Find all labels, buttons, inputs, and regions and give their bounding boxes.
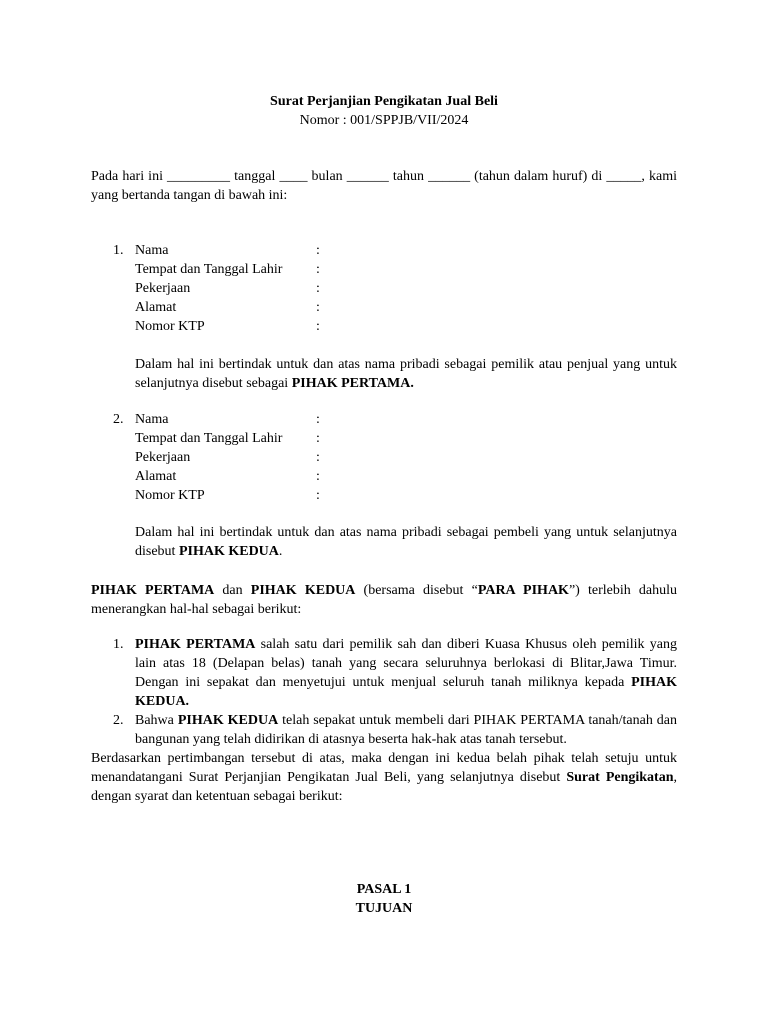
field-colon: : <box>316 243 320 258</box>
recital-para-pihak: PARA PIHAK <box>477 583 569 598</box>
party-2-description <box>135 523 677 561</box>
closing-text: Berdasarkan pertimbangan tersebut di atas, maka dengan ini kedua belah pihak telah setuju untuk menandatangani Surat Perjanjian Pengikatan Jual Beli, yang selanjutnya disebut <box>91 751 677 785</box>
party-2-block <box>113 410 677 559</box>
recital-text: dan <box>214 583 251 598</box>
document-header <box>0 92 768 130</box>
field-label: Tempat dan Tanggal Lahir <box>135 262 283 277</box>
field-row-alamat <box>113 467 677 486</box>
point-1-bold-end: PIHAK KEDUA. <box>135 675 677 709</box>
field-row-pekerjaan <box>113 448 677 467</box>
recital-text: (bersama disebut “ <box>355 583 478 598</box>
field-label: Nama <box>135 243 169 258</box>
field-row-ttl <box>113 260 677 279</box>
field-colon: : <box>316 488 320 503</box>
field-colon: : <box>316 262 320 277</box>
field-label: Alamat <box>135 469 177 484</box>
recital-points-list <box>113 635 677 749</box>
document-title: Surat Perjanjian Pengikatan Jual Beli <box>270 94 498 109</box>
opening-paragraph: Pada hari ini _________ tanggal ____ bulan ______ tahun ______ (tahun dalam huruf) di _____, kami yang bertanda tangan di bawah ini: <box>91 169 677 203</box>
field-row-nama <box>113 410 677 429</box>
list-item <box>113 711 677 749</box>
point-1-text: salah satu dari pemilik sah dan diberi Kuasa Khusus oleh pemilik yang lain atas 18 (Delapan belas) tanah yang secara seluruhnya berlokasi di Blitar,Jawa Timur. Dengan ini sepakat dan menyetujui untuk menjual seluruh tanah miliknya kepada <box>135 637 677 690</box>
field-colon: : <box>316 281 320 296</box>
closing-bold-term: Surat Pengikatan <box>566 770 674 785</box>
party-1-desc-text: Dalam hal ini bertindak untuk dan atas nama pribadi sebagai pemilik atau penjual yang untuk selanjutnya disebut sebagai <box>135 357 677 391</box>
field-label: Nomor KTP <box>135 488 205 503</box>
pasal-title: TUJUAN <box>355 901 413 916</box>
point-2-text: telah sepakat untuk membeli dari PIHAK PERTAMA tanah/tanah dan bangunan yang telah didirikan di atasnya beserta hak-hak atas tanah tersebut. <box>135 713 677 747</box>
field-label: Pekerjaan <box>135 450 191 465</box>
field-label: Nomor KTP <box>135 319 205 334</box>
field-row-alamat <box>113 298 677 317</box>
list-item-number: 1. <box>113 637 124 652</box>
field-row-ttl <box>113 429 677 448</box>
field-label: Pekerjaan <box>135 281 191 296</box>
list-item-text <box>135 635 677 711</box>
field-colon: : <box>316 412 320 427</box>
party-1-block <box>113 241 677 391</box>
closing-paragraph <box>91 749 677 806</box>
point-1-bold-start: PIHAK PERTAMA <box>135 637 256 652</box>
field-label: Alamat <box>135 300 177 315</box>
field-colon: : <box>316 469 320 484</box>
field-label: Tempat dan Tanggal Lahir <box>135 431 283 446</box>
pasal-number: PASAL 1 <box>356 882 412 897</box>
point-2-text-start: Bahwa <box>135 713 178 728</box>
pasal-heading <box>0 880 768 918</box>
field-row-nama <box>113 241 677 260</box>
field-row-ktp <box>113 317 677 336</box>
field-colon: : <box>316 319 320 334</box>
party-1-description <box>135 355 677 393</box>
list-item-number: 2. <box>113 713 124 728</box>
party-2-role: PIHAK KEDUA <box>178 544 279 559</box>
field-label: Nama <box>135 412 169 427</box>
field-colon: : <box>316 300 320 315</box>
party-2-desc-end: . <box>278 544 283 559</box>
party-1-number: 1. <box>113 243 124 258</box>
recital-pihak-kedua: PIHAK KEDUA <box>250 583 356 598</box>
recital-text: ”) terlebih dahulu menerangkan hal-hal sebagai berikut: <box>91 583 677 617</box>
list-item <box>113 635 677 711</box>
recital-pihak-pertama: PIHAK PERTAMA <box>91 583 215 598</box>
party-2-number: 2. <box>113 412 124 427</box>
field-row-pekerjaan <box>113 279 677 298</box>
field-colon: : <box>316 450 320 465</box>
list-item-text <box>135 711 677 749</box>
field-colon: : <box>316 431 320 446</box>
document-number: Nomor : 001/SPPJB/VII/2024 <box>299 113 469 128</box>
closing-end: , dengan syarat dan ketentuan sebagai berikut: <box>91 770 677 804</box>
party-1-role: PIHAK PERTAMA. <box>291 376 414 391</box>
recital-paragraph <box>91 581 677 619</box>
point-2-bold: PIHAK KEDUA <box>177 713 279 728</box>
party-2-desc-text: Dalam hal ini bertindak untuk dan atas nama pribadi sebagai pembeli yang untuk selanjutnya disebut <box>135 525 677 559</box>
field-row-ktp <box>113 486 677 505</box>
